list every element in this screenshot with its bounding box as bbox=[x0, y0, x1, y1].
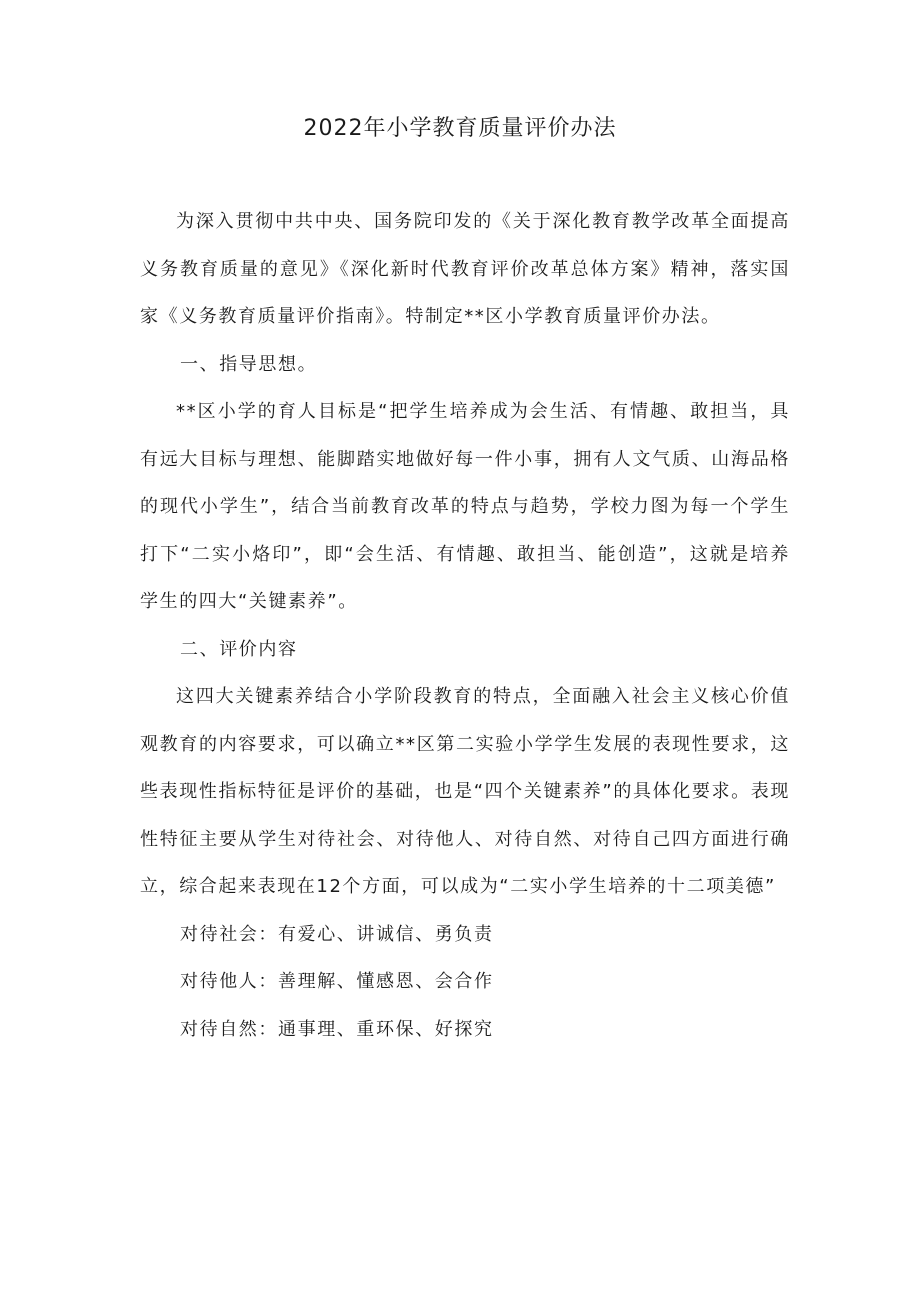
section-heading-guiding-thought: 一、指导思想。 bbox=[180, 353, 318, 375]
list-item-others: 对待他人：善理解、懂感恩、会合作 bbox=[180, 971, 494, 992]
intro-paragraph: 为深入贯彻中共中央、国务院印发的《关于深化教育教学改革全面提高义务教育质量的意见》《深化新时代教育评价改革总体方案》精神，落实国家《义务教育质量评价指南》。特制定**区小学教育质量评价办法。 bbox=[140, 211, 790, 327]
guiding-thought-paragraph: **区小学的育人目标是“把学生培养成为会生活、有情趣、敢担当，具有远大目标与理想、能脚踏实地做好每一件小事，拥有人文气质、山海品格的现代小学生”，结合当前教育改革的特点与趋势，学校力图为每一个学生打下“二实小烙印”，即“会生活、有情趣、敢担当、能创造”，这就是培养学生的四大“关键素养”。 bbox=[140, 401, 790, 612]
document-title: 2022年小学教育质量评价办法 bbox=[303, 116, 617, 141]
document-body bbox=[140, 198, 790, 1053]
evaluation-content-paragraph: 这四大关键素养结合小学阶段教育的特点，全面融入社会主义核心价值观教育的内容要求，可以确立**区第二实验小学学生发展的表现性要求，这些表现性指标特征是评价的基础，也是“四个关键素养”的具体化要求。表现性特征主要从学生对待社会、对待他人、对待自然、对待自己四方面进行确立，综合起来表现在12个方面，可以成为“二实小学生培养的十二项美德” bbox=[140, 686, 790, 897]
list-item-nature: 对待自然：通事理、重环保、好探究 bbox=[180, 1018, 494, 1040]
list-item-society: 对待社会：有爱心、讲诚信、勇负责 bbox=[180, 923, 494, 945]
section-heading-evaluation-content: 二、评价内容 bbox=[180, 638, 298, 660]
